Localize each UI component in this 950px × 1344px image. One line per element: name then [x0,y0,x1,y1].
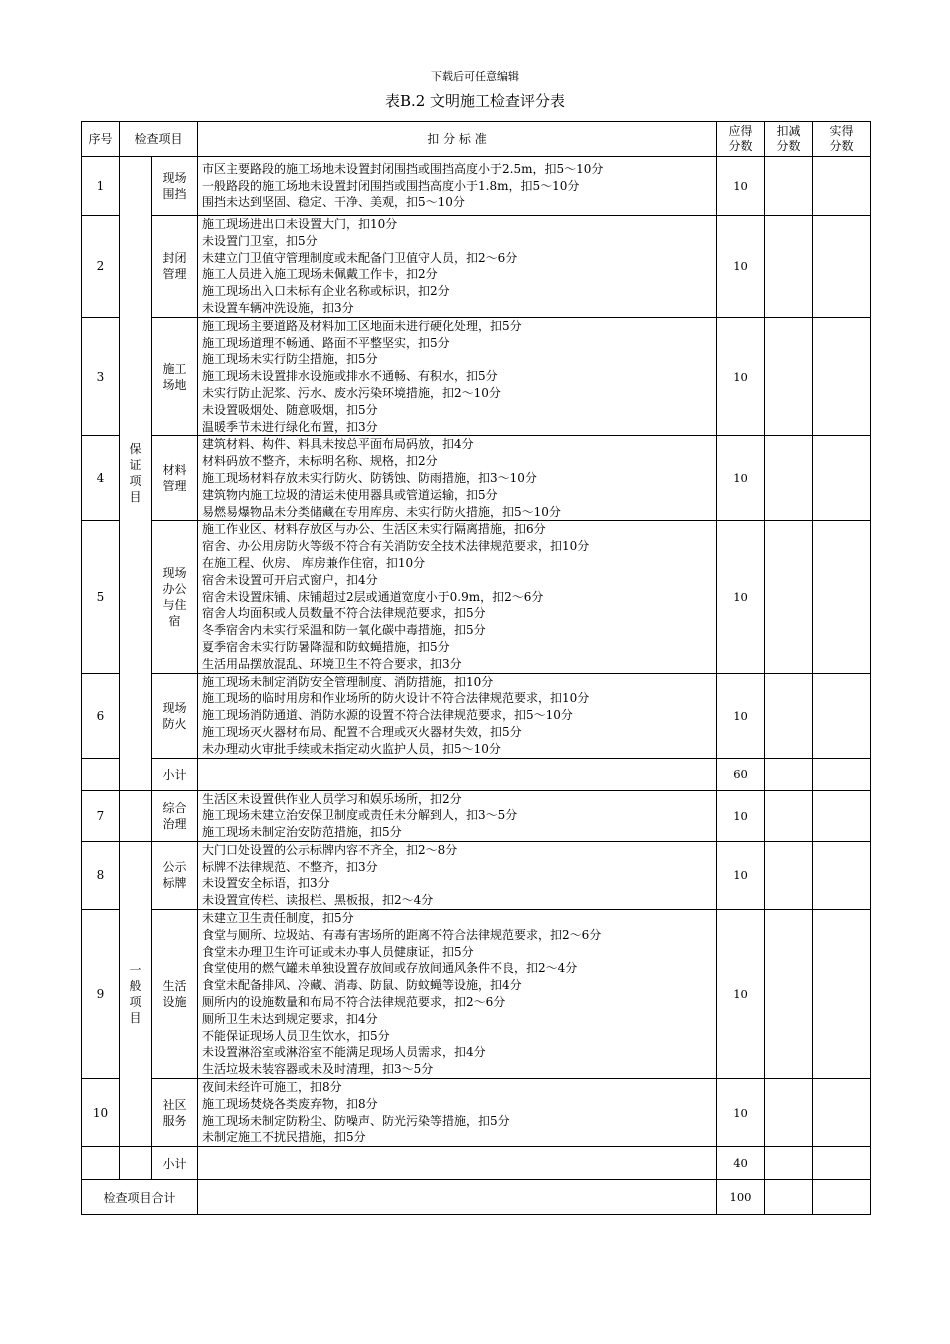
deduction-criteria: 施工现场进出口未设置大门，扣10分 未设置门卫室，扣5分 未建立门卫值守管理制度或未配备门卫值守人员，扣2～6分 施工人员进入施工现场未佩戴工作卡，扣2分 施工现场出入口未标有企业名称或标识，扣2分 未设置车辆冲洗设施，扣3分 [198,216,717,318]
actual-score-cell [813,673,871,758]
due-score: 10 [717,216,765,318]
row-seq: 1 [82,157,120,216]
header-criteria: 扣 分 标 准 [198,122,717,157]
header-row [82,122,871,157]
subtotal-label: 小计 [152,758,198,790]
item-name: 公示 标牌 [152,841,198,909]
item-row [82,673,871,758]
header-seq: 序号 [82,122,120,157]
deduction-criteria: 施工现场未制定消防安全管理制度、消防措施，扣10分 施工现场的临时用房和作业场所的防火设计不符合法律规范要求，扣10分 施工现场消防通道、消防水源的设置不符合法律规范要求，扣5～10分 施工现场灭火器材布局、配置不合理或灭火器材失效，扣5分 未办理动火审批手续或未指定动火监护人员，扣5～10分 [198,673,717,758]
item-name: 综合 治理 [152,790,198,841]
row-seq: 7 [82,790,120,841]
subtotal-score: 40 [717,1147,765,1180]
deduct-score-cell [765,1147,813,1180]
item-row [82,790,871,841]
deduction-criteria: 施工现场主要道路及材料加工区地面未进行硬化处理，扣5分 施工现场道理不畅通、路面不平整坚实，扣5分 施工现场未实行防尘措施，扣5分 施工现场未设置排水设施或排水不通畅、有积水，扣5分 未实行防止泥浆、污水、废水污染环境措施，扣2～10分 未设置吸烟处、随意吸烟，扣5分 温暖季节未进行绿化布置，扣3分 [198,317,717,436]
subtotal-row [82,758,871,790]
document-title: 表B.2 文明施工检查评分表 [384,92,566,110]
due-score: 10 [717,790,765,841]
due-score: 10 [717,436,765,521]
actual-score-cell [813,521,871,673]
score-table [81,121,871,1215]
item-name: 生活 设施 [152,910,198,1079]
actual-score-cell [813,1147,871,1180]
item-row [82,521,871,673]
deduction-criteria: 未建立卫生责任制度，扣5分 食堂与厕所、垃圾站、有毒有害场所的距离不符合法律规范要求，扣2～6分 食堂未办理卫生许可证或未办事人员健康证，扣5分 食堂使用的燃气罐未单独设置存放间或存放间通风条件不良，扣2～4分 食堂未配备排风、冷藏、消毒、防鼠、防蚊蝇等设施，扣4分 厕所内的设施数量和布局不符合法律规范要求，扣2～6分 厕所卫生未达到规定要求，扣4分 不能保证现场人员卫生饮水，扣5分 未设置淋浴室或淋浴室不能满足现场人员需求，扣4分 生活垃圾未装容器或未及时清理，扣3～5分 [198,910,717,1079]
header-due-score: 应得 分数 [717,122,765,157]
item-row [82,910,871,1079]
item-name: 现场 围挡 [152,157,198,216]
due-score: 10 [717,673,765,758]
deduct-score-cell [765,521,813,673]
deduct-score-cell [765,790,813,841]
item-row [82,841,871,909]
row-seq: 9 [82,910,120,1079]
actual-score-cell [813,790,871,841]
deduct-score-cell [765,317,813,436]
header-actual-score: 实得 分数 [813,122,871,157]
due-score: 10 [717,1079,765,1147]
item-name: 施工 场地 [152,317,198,436]
actual-score-cell [813,910,871,1079]
item-name: 社区 服务 [152,1079,198,1147]
subtotal-criteria [198,758,717,790]
deduct-score-cell [765,910,813,1079]
item-name: 材料 管理 [152,436,198,521]
download-note: 下载后可任意编辑 [431,70,519,83]
deduct-score-cell [765,216,813,318]
due-score: 10 [717,521,765,673]
row-seq: 10 [82,1079,120,1147]
subtotal-group [120,1147,152,1180]
total-row [82,1180,871,1215]
deduct-score-cell [765,841,813,909]
header-deduct-score: 扣减 分数 [765,122,813,157]
actual-score-cell [813,758,871,790]
actual-score-cell [813,436,871,521]
deduction-criteria: 建筑材料、构件、料具未按总平面布局码放，扣4分 材料码放不整齐，未标明名称、规格，扣2分 施工现场材料存放未实行防火、防锈蚀、防雨措施，扣3～10分 建筑物内施工垃圾的清运未使用器具或管道运输，扣5分 易燃易爆物品未分类储藏在专用库房、未实行防火措施，扣5～10分 [198,436,717,521]
item-row [82,1079,871,1147]
row-seq: 4 [82,436,120,521]
item-name: 封闭 管理 [152,216,198,318]
deduct-score-cell [765,1079,813,1147]
subtotal-seq [82,1147,120,1180]
subtotal-score: 60 [717,758,765,790]
deduction-criteria: 市区主要路段的施工场地未设置封闭围挡或围挡高度小于2.5m，扣5～10分 一般路段的施工场地未设置封闭围挡或围挡高度小于1.8m，扣5～10分 围挡未达到坚固、稳定、干净、美观，扣5～10分 [198,157,717,216]
deduct-score-cell [765,673,813,758]
subtotal-row [82,1147,871,1180]
actual-score-cell [813,841,871,909]
deduct-score-cell [765,1180,813,1215]
group-blank-cell [120,790,152,841]
item-name: 现场 防火 [152,673,198,758]
due-score: 10 [717,157,765,216]
actual-score-cell [813,317,871,436]
actual-score-cell [813,216,871,318]
total-label: 检查项目合计 [82,1180,198,1215]
row-seq: 8 [82,841,120,909]
total-criteria [198,1180,717,1215]
item-row [82,157,871,216]
deduction-criteria: 生活区未设置供作业人员学习和娱乐场所，扣2分 施工现场未建立治安保卫制度或责任未分解到人，扣3～5分 施工现场未制定治安防范措施，扣5分 [198,790,717,841]
due-score: 10 [717,910,765,1079]
actual-score-cell [813,1079,871,1147]
subtotal-label: 小计 [152,1147,198,1180]
row-seq: 6 [82,673,120,758]
item-row [82,436,871,521]
deduct-score-cell [765,436,813,521]
actual-score-cell [813,1180,871,1215]
item-row [82,317,871,436]
deduct-score-cell [765,758,813,790]
item-name: 现场 办公 与住 宿 [152,521,198,673]
deduct-score-cell [765,157,813,216]
deduction-criteria: 夜间未经许可施工，扣8分 施工现场焚烧各类废弃物，扣8分 施工现场未制定防粉尘、防噪声、防光污染等措施，扣5分 未制定施工不扰民措施，扣5分 [198,1079,717,1147]
group-general: 一 般 项 目 [120,841,152,1146]
item-row [82,216,871,318]
subtotal-seq [82,758,120,790]
row-seq: 3 [82,317,120,436]
total-score: 100 [717,1180,765,1215]
due-score: 10 [717,317,765,436]
header-item: 检查项目 [120,122,198,157]
row-seq: 2 [82,216,120,318]
group-guarantee: 保 证 项 目 [120,157,152,791]
due-score: 10 [717,841,765,909]
deduction-criteria: 大门口处设置的公示标牌内容不齐全，扣2～8分 标牌不法律规范、不整齐，扣3分 未设置安全标语，扣3分 未设置宣传栏、读报栏、黑板报，扣2～4分 [198,841,717,909]
deduction-criteria: 施工作业区、材料存放区与办公、生活区未实行隔离措施，扣6分 宿舍、办公用房防火等级不符合有关消防安全技术法律规范要求，扣10分 在施工程、伙房、 库房兼作住宿，扣10分 宿舍未设置可开启式窗户，扣4分 宿舍未设置床铺、床铺超过2层或通道宽度小于0.9m，扣2～6分 宿舍人均面积或人员数量不符合法律规范要求，扣5分 冬季宿舍内未实行采温和防一氧化碳中毒措施，扣5分 夏季宿舍未实行防暑降湿和防蚊蝇措施，扣5分 生活用品摆放混乱、环境卫生不符合要求，扣3分 [198,521,717,673]
row-seq: 5 [82,521,120,673]
subtotal-criteria [198,1147,717,1180]
actual-score-cell [813,157,871,216]
